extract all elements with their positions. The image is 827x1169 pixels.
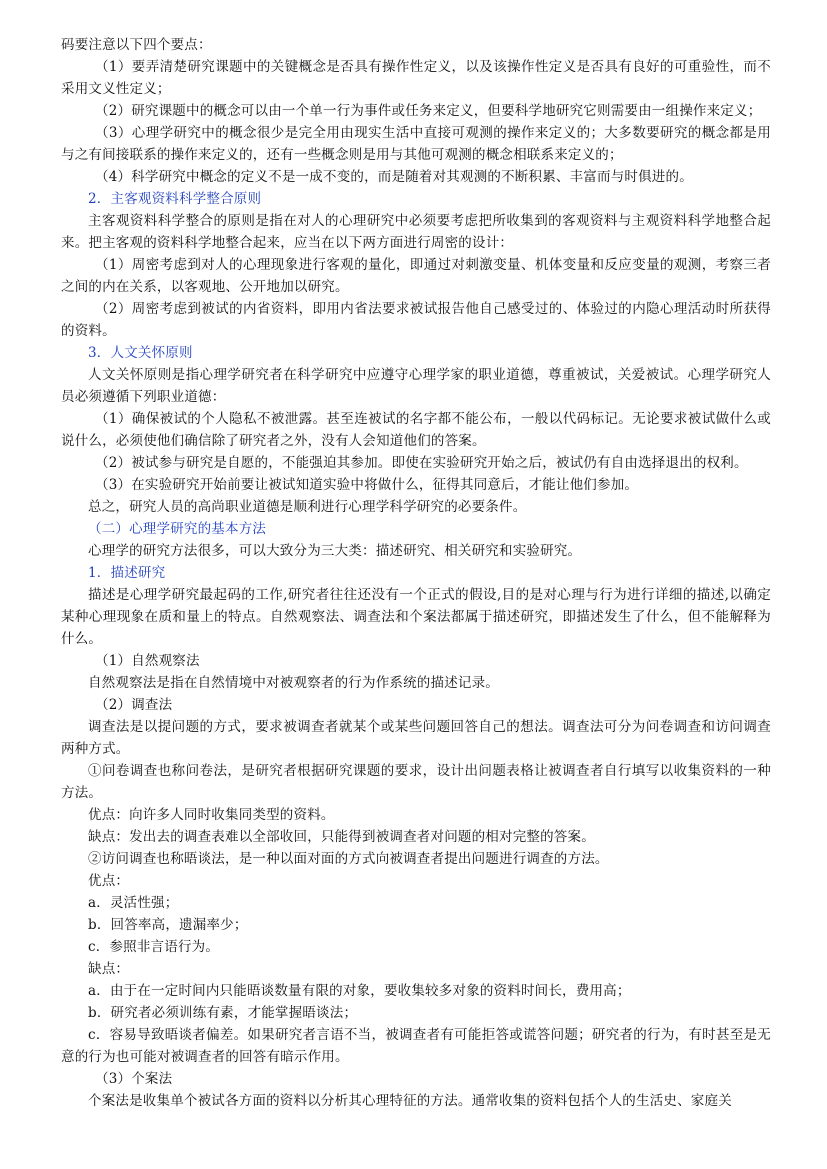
list-item: （2）被试参与研究是自愿的，不能强迫其参加。即使在实验研究开始之后，被试仍有自由选择退出的权利。 bbox=[95, 455, 748, 471]
paragraph-text: 人文关怀原则是指心理学研究者在科学研究中应遵守心理学家的职业道德，尊重被试，关爱被试。心理学研究人员必须遵循下列职业道德： bbox=[61, 367, 771, 405]
list-item: （1）要弄清楚研究课题中的关键概念是否具有操作性定义，以及该操作性定义是否具有良好的可重验性，而不采用文义性定义； bbox=[61, 59, 771, 97]
list-item: （2）周密考虑到被试的内省资料，即用内省法要求被试报告他自己感受过的、体验过的内隐心理活动时所获得的资料。 bbox=[61, 301, 771, 339]
paragraph-text: 总之，研究人员的高尚职业道德是顺利进行心理学科学研究的必要条件。 bbox=[88, 499, 527, 515]
paragraph-text: 优点： bbox=[88, 873, 130, 889]
list-item: （3）在实验研究开始前要让被试知道实验中将做什么，征得其同意后，才能让他们参加。 bbox=[95, 477, 639, 493]
subsection-heading: （2）调查法 bbox=[95, 697, 173, 713]
list-item: （2）研究课题中的概念可以由一个单一行为事件或任务来定义，但要科学地研究它则需要由一组操作来定义； bbox=[95, 103, 762, 119]
paragraph-text: 优点：向许多人同时收集同类型的资料。 bbox=[88, 807, 335, 823]
list-item: （3）心理学研究中的概念很少是完全用由现实生活中直接可观测的操作来定义的；大多数要研究的概念都是用与之有间接联系的操作来定义的，还有一些概念则是用与其他可观测的概念相联系来定义的； bbox=[61, 125, 771, 163]
paragraph-text: 自然观察法是指在自然情境中对被观察者的行为作系统的描述记录。 bbox=[88, 675, 499, 691]
section-heading: （二）心理学研究的基本方法 bbox=[88, 521, 267, 537]
section-heading: 2．主客观资料科学整合原则 bbox=[88, 191, 262, 207]
section-heading: 3．人文关怀原则 bbox=[88, 345, 193, 361]
list-item: a．由于在一定时间内只能晤谈数量有限的对象，要收集较多对象的资料时间长，费用高； bbox=[88, 983, 631, 999]
document-page bbox=[61, 34, 771, 1112]
list-item: a．灵活性强； bbox=[88, 895, 179, 911]
paragraph-text: ①问卷调查也称问卷法，是研究者根据研究课题的要求，设计出问题表格让被调查者自行填写以收集资料的一种方法。 bbox=[61, 763, 771, 801]
paragraph-text: 缺点： bbox=[88, 961, 130, 977]
list-item: c．参照非言语行为。 bbox=[88, 939, 220, 955]
list-item: b．回答率高，遗漏率少； bbox=[88, 917, 248, 933]
paragraph-text: 缺点：发出去的调查表难以全部收回，只能得到被调查者对问题的相对完整的答案。 bbox=[88, 829, 595, 845]
subsection-heading: （1）自然观察法 bbox=[95, 653, 200, 669]
list-item: （1）周密考虑到对人的心理现象进行客观的量化，即通过对刺激变量、机体变量和反应变量的观测，考察三者之间的内在关系，以客观地、公开地加以研究。 bbox=[61, 257, 771, 295]
paragraph-text: 描述是心理学研究最起码的工作,研究者往往还没有一个正式的假设,目的是对心理与行为进行详细的描述,以确定某种心理现象在质和量上的特点。自然观察法、调查法和个案法都属于描述研究，即描述发生了什么，但不能解释为什么。 bbox=[61, 587, 771, 647]
paragraph-text: 心理学的研究方法很多，可以大致分为三大类：描述研究、相关研究和实验研究。 bbox=[88, 543, 582, 559]
section-heading: 1．描述研究 bbox=[88, 565, 166, 581]
list-item: b．研究者必须训练有素，才能掌握晤谈法； bbox=[88, 1005, 358, 1021]
list-item: （1）确保被试的个人隐私不被泄露。甚至连被试的名字都不能公布，一般以代码标记。无论要求被试做什么或说什么，必须使他们确信除了研究者之外，没有人会知道他们的答案。 bbox=[61, 411, 771, 449]
paragraph-text: 调查法是以提问题的方式，要求被调查者就某个或某些问题回答自己的想法。调查法可分为问卷调查和访问调查两种方式。 bbox=[61, 719, 771, 757]
paragraph-text: 码要注意以下四个要点： bbox=[61, 37, 212, 53]
subsection-heading: （3）个案法 bbox=[95, 1071, 173, 1087]
paragraph-text: ②访问调查也称晤谈法，是一种以面对面的方式向被调查者提出问题进行调查的方法。 bbox=[88, 851, 609, 867]
list-item: （4）科学研究中概念的定义不是一成不变的，而是随着对其观测的不断积累、丰富而与时俱进的。 bbox=[95, 169, 693, 185]
paragraph-text: 个案法是收集单个被试各方面的资料以分析其心理特征的方法。通常收集的资料包括个人的生活史、家庭关 bbox=[88, 1093, 732, 1109]
list-item: c．容易导致晤谈者偏差。如果研究者言语不当，被调查者有可能拒答或谎答问题；研究者的行为，有时甚至是无意的行为也可能对被调查者的回答有暗示作用。 bbox=[61, 1027, 771, 1065]
paragraph-text: 主客观资料科学整合的原则是指在对人的心理研究中必须要考虑把所收集到的客观资料与主观资料科学地整合起来。把主客观的资料科学地整合起来，应当在以下两方面进行周密的设计： bbox=[61, 213, 771, 251]
